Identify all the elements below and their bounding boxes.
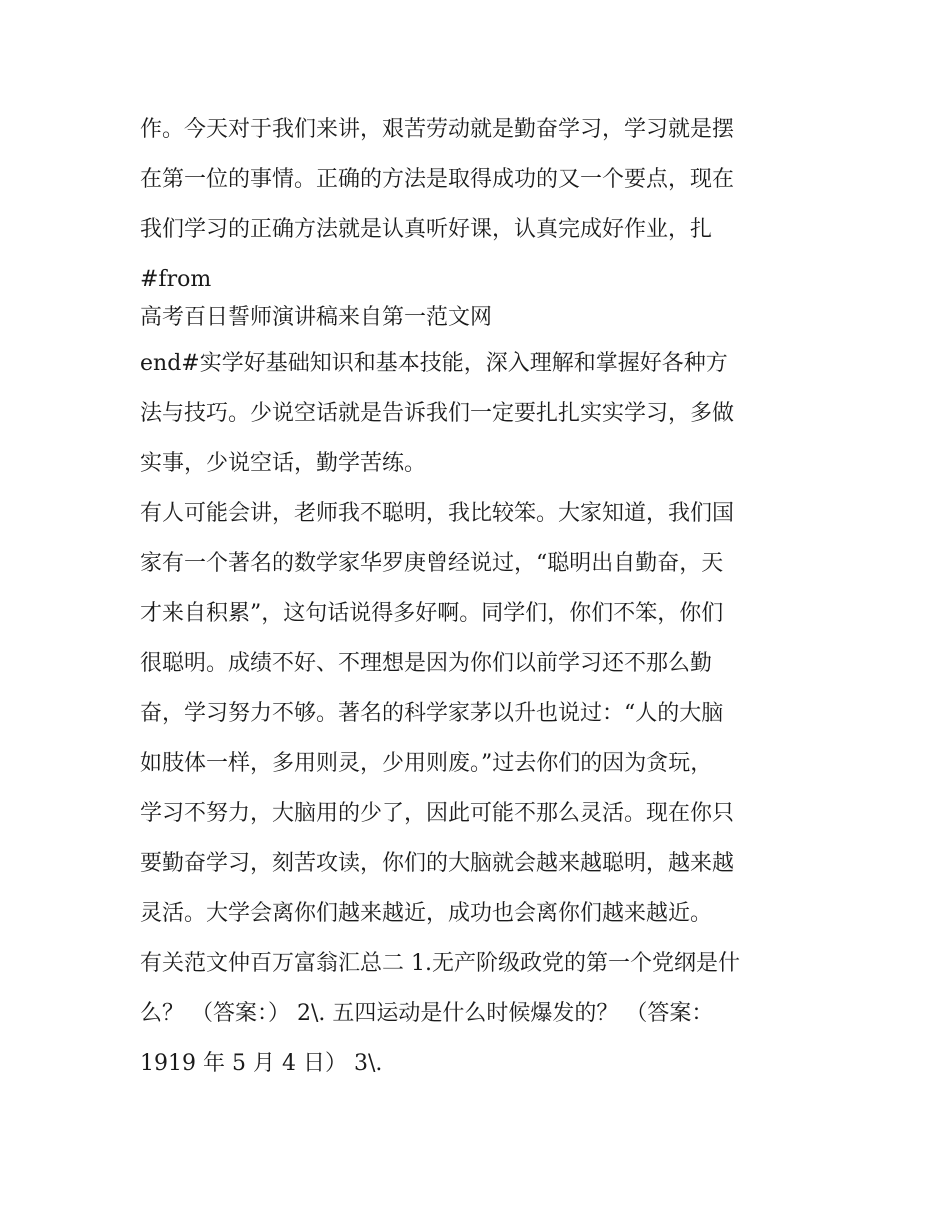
text-line: 在第一位的事情。正确的方法是取得成功的又一个要点，现在 <box>140 167 735 192</box>
text-line: 家有一个著名的数学家华罗庚曾经说过，“聪明出自勤奋，天 <box>140 551 724 576</box>
text-line: 法与技巧。少说空话就是告诉我们一定要扎扎实实学习，多做 <box>140 401 735 426</box>
text-line: 奋，学习努力不够。著名的科学家茅以升也说过：“人的大脑 <box>140 701 724 726</box>
text-line: 我们学习的正确方法就是认真听好课，认真完成好作业，扎 <box>140 217 713 242</box>
text-line: #from <box>140 267 212 292</box>
text-line: 实事，少说空话，勤学苦练。 <box>140 451 427 476</box>
text-line: 灵活。大学会离你们越来越近，成功也会离你们越来越近。 <box>140 901 713 926</box>
text-line: 要勤奋学习，刻苦攻读，你们的大脑就会越来越聪明，越来越 <box>140 851 735 876</box>
text-line: 学习不努力，大脑用的少了，因此可能不那么灵活。现在你只 <box>140 801 735 826</box>
text-line: 1919 年 5 月 4 日） 3\. <box>140 1051 383 1076</box>
text-line: 高考百日誓师演讲稿来自第一范文网 <box>140 305 493 330</box>
text-line: 有人可能会讲，老师我不聪明，我比较笨。大家知道，我们国 <box>140 501 735 526</box>
text-line: 才来自积累”，这句话说得多好啊。同学们，你们不笨，你们 <box>140 601 724 626</box>
text-line: 如肢体一样，多用则灵，少用则废。”过去你们的因为贪玩， <box>140 751 713 776</box>
text-line: 有关范文仲百万富翁汇总二 1.无产阶级政党的第一个党纲是什 <box>140 951 740 976</box>
text-line: 么？ （答案：） 2\. 五四运动是什么时候爆发的？ （答案： <box>140 1001 714 1026</box>
text-line: end#实学好基础知识和基本技能，深入理解和掌握好各种方 <box>140 351 728 376</box>
text-line: 很聪明。成绩不好、不理想是因为你们以前学习还不那么勤 <box>140 651 713 676</box>
text-line: 作。今天对于我们来讲，艰苦劳动就是勤奋学习，学习就是摆 <box>140 117 735 142</box>
body-text <box>140 108 820 1092</box>
